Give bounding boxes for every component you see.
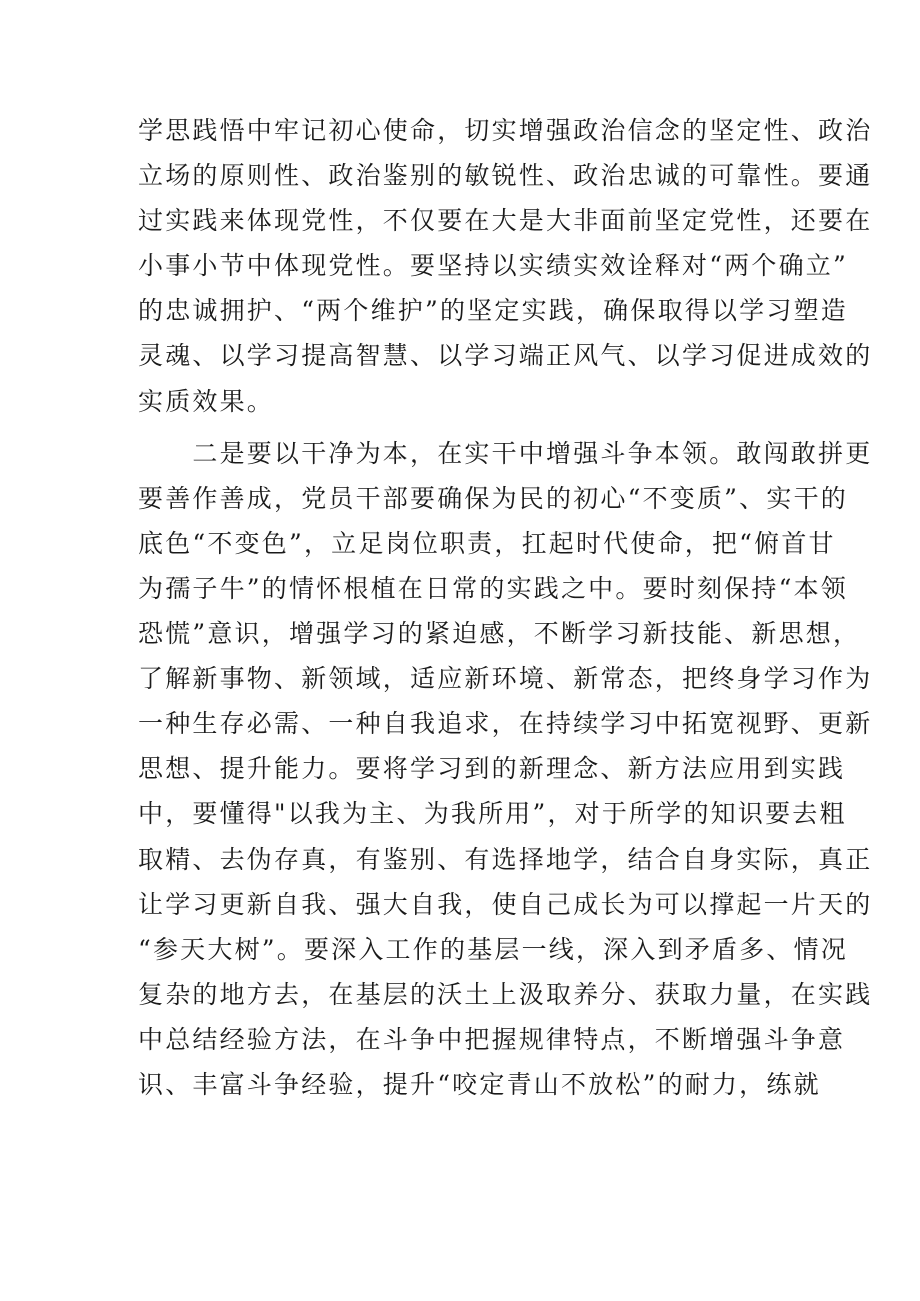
- text-line: [138, 1107, 798, 1152]
- text-line: 复杂的地方去，在基层的沃土上汲取养分、获取力量，在实践: [138, 979, 873, 1009]
- text-line: [138, 1152, 798, 1197]
- text-line: 中总结经验方法，在斗争中把握规律特点，不断增强斗争意: [138, 1024, 846, 1054]
- paragraph-2: [138, 431, 873, 1198]
- text-line: 了解新事物、新领域，适应新环境、新常态，把终身学习作为: [138, 664, 873, 694]
- text-line: 取精、去伪存真，有鉴别、有选择地学，结合自身实际，真正: [138, 844, 873, 874]
- text-line: 让学习更新自我、强大自我，使自己成长为可以撑起一片天的: [138, 889, 873, 919]
- text-line: “参天大树”。要深入工作的基层一线，深入到矛盾多、情况: [138, 934, 848, 964]
- text-line: 底色“不变色”，立足岗位职责，扛起时代使命，把“俯首甘: [138, 528, 836, 558]
- text-line: 恐慌”意识，增强学习的紧迫感，不断学习新技能、新思想，: [138, 619, 861, 649]
- text-line: 实质效果。: [138, 386, 275, 416]
- text-line: 学思践悟中牢记初心使命，切实增强政治信念的坚定性、政治: [138, 116, 873, 145]
- text-line: 灵魂、以学习提高智慧、以学习端正风气、以学习促进成效的: [138, 341, 873, 371]
- text-line: 过实践来体现党性，不仅要在大是大非面前坚定党性，还要在: [138, 206, 873, 236]
- text-line: 思想、提升能力。要将学习到的新理念、新方法应用到实践: [138, 754, 846, 784]
- text-line: 立场的原则性、政治鉴别的敏锐性、政治忠诚的可靠性。要通: [138, 161, 873, 191]
- paragraph-spacing: [138, 424, 798, 431]
- paragraph-1: [138, 108, 873, 424]
- text-line: 的忠诚拥护、“两个维护”的坚定实践，确保取得以学习塑造: [138, 296, 848, 326]
- text-line: 二是要以干净为本，在实干中增强斗争本领。敢闯敢拼更: [138, 438, 873, 468]
- text-line: 要善作善成，党员干部要确保为民的初心“不变质”、实干的: [138, 483, 848, 513]
- text-line: 为孺子牛”的情怀根植在日常的实践之中。要时刻保持“本领: [138, 573, 848, 603]
- text-line: 小事小节中体现党性。要坚持以实绩实效诠释对“两个确立”: [138, 251, 848, 281]
- body-text: [138, 108, 873, 1197]
- text-line: 中，要懂得"以我为主、为我所用”，对于所学的知识要去粗: [138, 799, 847, 829]
- text-line: 识、丰富斗争经验，提升“咬定青山不放松”的耐力，练就: [138, 1069, 821, 1099]
- text-line: 一种生存必需、一种自我追求，在持续学习中拓宽视野、更新: [138, 709, 873, 739]
